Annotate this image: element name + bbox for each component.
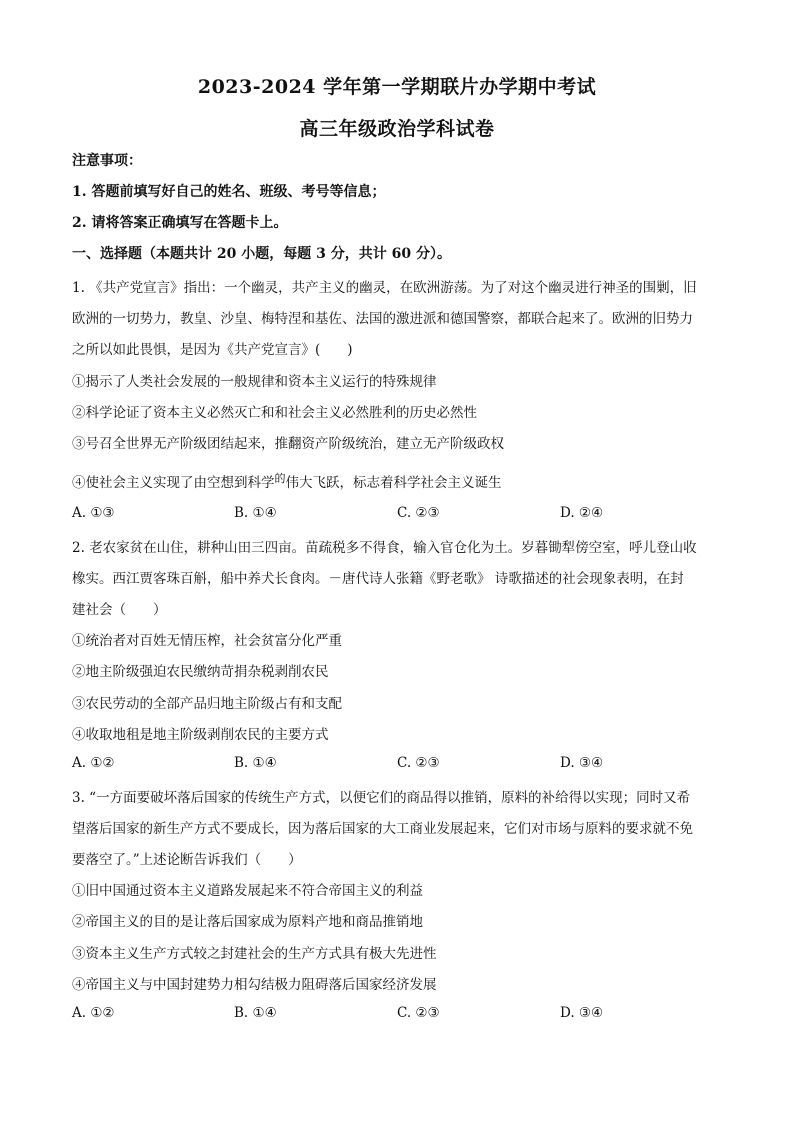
question-3-statement-1: ①旧中国通过资本主义道路发展起来不符合帝国主义的利益	[72, 883, 423, 899]
question-1-statement-4-artifact: 的	[274, 472, 286, 485]
question-2-option-a: A. ①②	[72, 755, 115, 771]
question-3-stem-line-3: 要落空了。”上述论断告诉我们（ ）	[72, 852, 302, 868]
question-3-statement-3: ③资本主义生产方式较之封建社会的生产方式具有极大先进性	[72, 946, 437, 962]
notes-heading: 注意事项：	[72, 153, 142, 169]
question-1-statement-3: ③号召全世界无产阶级团结起来，推翻资产阶级统治，建立无产阶级政权	[72, 436, 504, 452]
question-2-stem-line-2: 橡实。西江贾客珠百斛，船中养犬长食肉。－唐代诗人张籍《野老歌》 诗歌描述的社会现象表明，在封	[72, 571, 684, 587]
note-item-1: 1. 答题前填写好自己的姓名、班级、考号等信息；	[72, 184, 386, 200]
exam-title: 2023-2024 学年第一学期联片办学期中考试	[197, 76, 597, 98]
question-1-statement-4-part-b: 伟大飞跃，标志着科学社会主义诞生	[285, 475, 502, 491]
question-3-stem-line-2: 望落后国家的新生产方式不要成长，因为落后国家的大工商业发展起来，它们对市场与原料的要求就不免	[72, 821, 693, 837]
question-1-statement-4	[72, 471, 724, 491]
exam-subtitle: 高三年级政治学科试卷	[299, 118, 495, 140]
question-1-stem-line-2: 欧洲的一切势力，教皇、沙皇、梅特涅和基佐、法国的激进派和德国警察，都联合起来了。欧洲的旧势力	[72, 311, 693, 327]
question-1-statement-4-part-a: ④使社会主义实现了由空想到科学	[72, 475, 275, 491]
question-2-statement-2: ②地主阶级强迫农民缴纳苛捐杂税剥削农民	[72, 664, 329, 680]
question-1-stem-line-1: 1. 《共产党宣言》指出：一个幽灵，共产主义的幽灵，在欧洲游荡。为了对这个幽灵进行神圣的围剿，旧	[72, 280, 697, 296]
question-3-option-a: A. ①②	[72, 1005, 115, 1021]
question-2-statement-1: ①统治者对百姓无情压榨，社会贫富分化严重	[72, 633, 342, 649]
question-2-stem-line-3: 建社会（ ）	[72, 602, 167, 618]
question-3-option-b: B. ①④	[234, 1005, 277, 1021]
section-heading: 一、选择题（本题共计 20 小题，每题 3 分，共计 60 分）。	[72, 246, 451, 262]
question-3-option-c: C. ②③	[397, 1005, 440, 1021]
question-1-option-d: D. ②④	[560, 505, 604, 521]
question-1-statement-1: ①揭示了人类社会发展的一般规律和资本主义运行的特殊规律	[72, 374, 437, 390]
question-1-option-a: A. ①③	[72, 505, 115, 521]
question-3-options	[72, 1005, 724, 1025]
question-3-statement-4: ④帝国主义与中国封建势力相勾结极力阻碍落后国家经济发展	[72, 977, 437, 993]
question-2-statement-4: ④收取地租是地主阶级剥削农民的主要方式	[72, 727, 329, 743]
question-3-option-d: D. ③④	[560, 1005, 604, 1021]
note-item-2: 2. 请将答案正确填写在答题卡上。	[72, 215, 288, 231]
question-1-stem-line-3: 之所以如此畏惧，是因为《共产党宣言》( )	[72, 342, 353, 358]
question-2-option-c: C. ②③	[397, 755, 440, 771]
question-1-statement-2: ②科学论证了资本主义必然灭亡和和社会主义必然胜利的历史必然性	[72, 405, 477, 421]
question-2-option-d: D. ③④	[560, 755, 604, 771]
question-3-stem-line-1: 3. “一方面要破坏落后国家的传统生产方式，以便它们的商品得以推销，原料的补给得以实现；同时又希	[72, 790, 691, 806]
question-2-statement-3: ③农民劳动的全部产品归地主阶级占有和支配	[72, 696, 342, 712]
question-3-statement-2: ②帝国主义的目的是让落后国家成为原料产地和商品推销地	[72, 914, 423, 930]
question-1-option-c: C. ②③	[397, 505, 440, 521]
question-1-options	[72, 505, 724, 525]
question-2-options	[72, 755, 724, 775]
question-2-stem-line-1: 2. 老农家贫在山住，耕种山田三四亩。苗疏税多不得食，输入官仓化为土。岁暮锄犁傍空室，呼儿登山收	[72, 540, 697, 556]
question-1-option-b: B. ①④	[234, 505, 277, 521]
question-2-option-b: B. ①④	[234, 755, 277, 771]
